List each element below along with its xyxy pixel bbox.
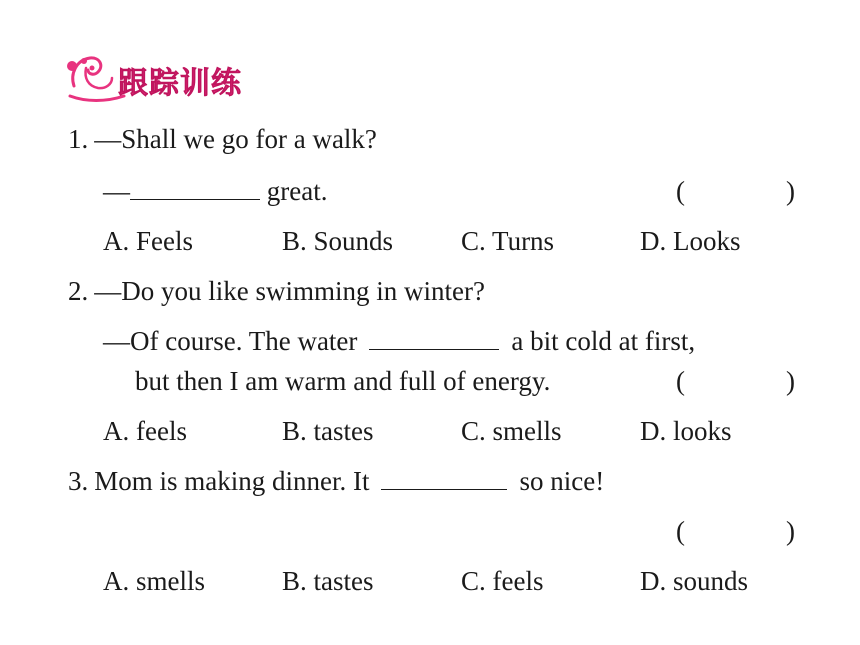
answer-bracket-close: ) (786, 516, 795, 546)
option-c[interactable]: C. feels (461, 566, 544, 596)
question-text: Mom is making dinner. It (94, 466, 370, 496)
section-title: 跟踪训练 (118, 66, 242, 101)
answer-blank[interactable] (130, 177, 260, 200)
question-text: —Shall we go for a walk? (94, 124, 377, 154)
question-text: —Do you like swimming in winter? (94, 276, 485, 306)
option-d[interactable]: D. Looks (640, 226, 741, 256)
question-1-prompt (68, 124, 377, 154)
answer-suffix: a bit cold at first, (511, 326, 696, 356)
question-number: 2. (68, 276, 89, 306)
answer-bracket-close: ) (786, 176, 795, 206)
option-d[interactable]: D. looks (640, 416, 732, 446)
option-c[interactable]: C. smells (461, 416, 562, 446)
decorative-dots-icon (66, 52, 106, 76)
answer-bracket-close: ) (786, 366, 795, 396)
answer-bracket-open: ( (676, 366, 685, 396)
question-2-answer-line (103, 326, 695, 356)
option-a[interactable]: A. feels (103, 416, 187, 446)
answer-blank[interactable] (381, 467, 507, 490)
option-d[interactable]: D. sounds (640, 566, 749, 596)
option-b[interactable]: B. tastes (282, 416, 374, 446)
answer-blank[interactable] (369, 327, 499, 350)
question-3-prompt (68, 466, 604, 496)
question-number: 3. (68, 466, 89, 496)
option-b[interactable]: B. tastes (282, 566, 374, 596)
option-c[interactable]: C. Turns (461, 226, 555, 256)
section-header (66, 52, 336, 104)
option-a[interactable]: A. smells (103, 566, 206, 596)
question-number: 1. (68, 124, 89, 154)
answer-bracket-open: ( (676, 176, 685, 206)
option-a[interactable]: A. Feels (103, 226, 193, 256)
question-text-suffix: so nice! (519, 466, 605, 496)
question-1-answer-line (103, 176, 327, 206)
answer-prefix: —Of course. The water (103, 326, 358, 356)
answer-suffix: great. (260, 176, 328, 206)
question-2-prompt (68, 276, 485, 306)
option-b[interactable]: B. Sounds (282, 226, 394, 256)
answer-prefix: — (103, 176, 130, 206)
question-2-continuation: but then I am warm and full of energy. (135, 366, 551, 396)
answer-bracket-open: ( (676, 516, 685, 546)
